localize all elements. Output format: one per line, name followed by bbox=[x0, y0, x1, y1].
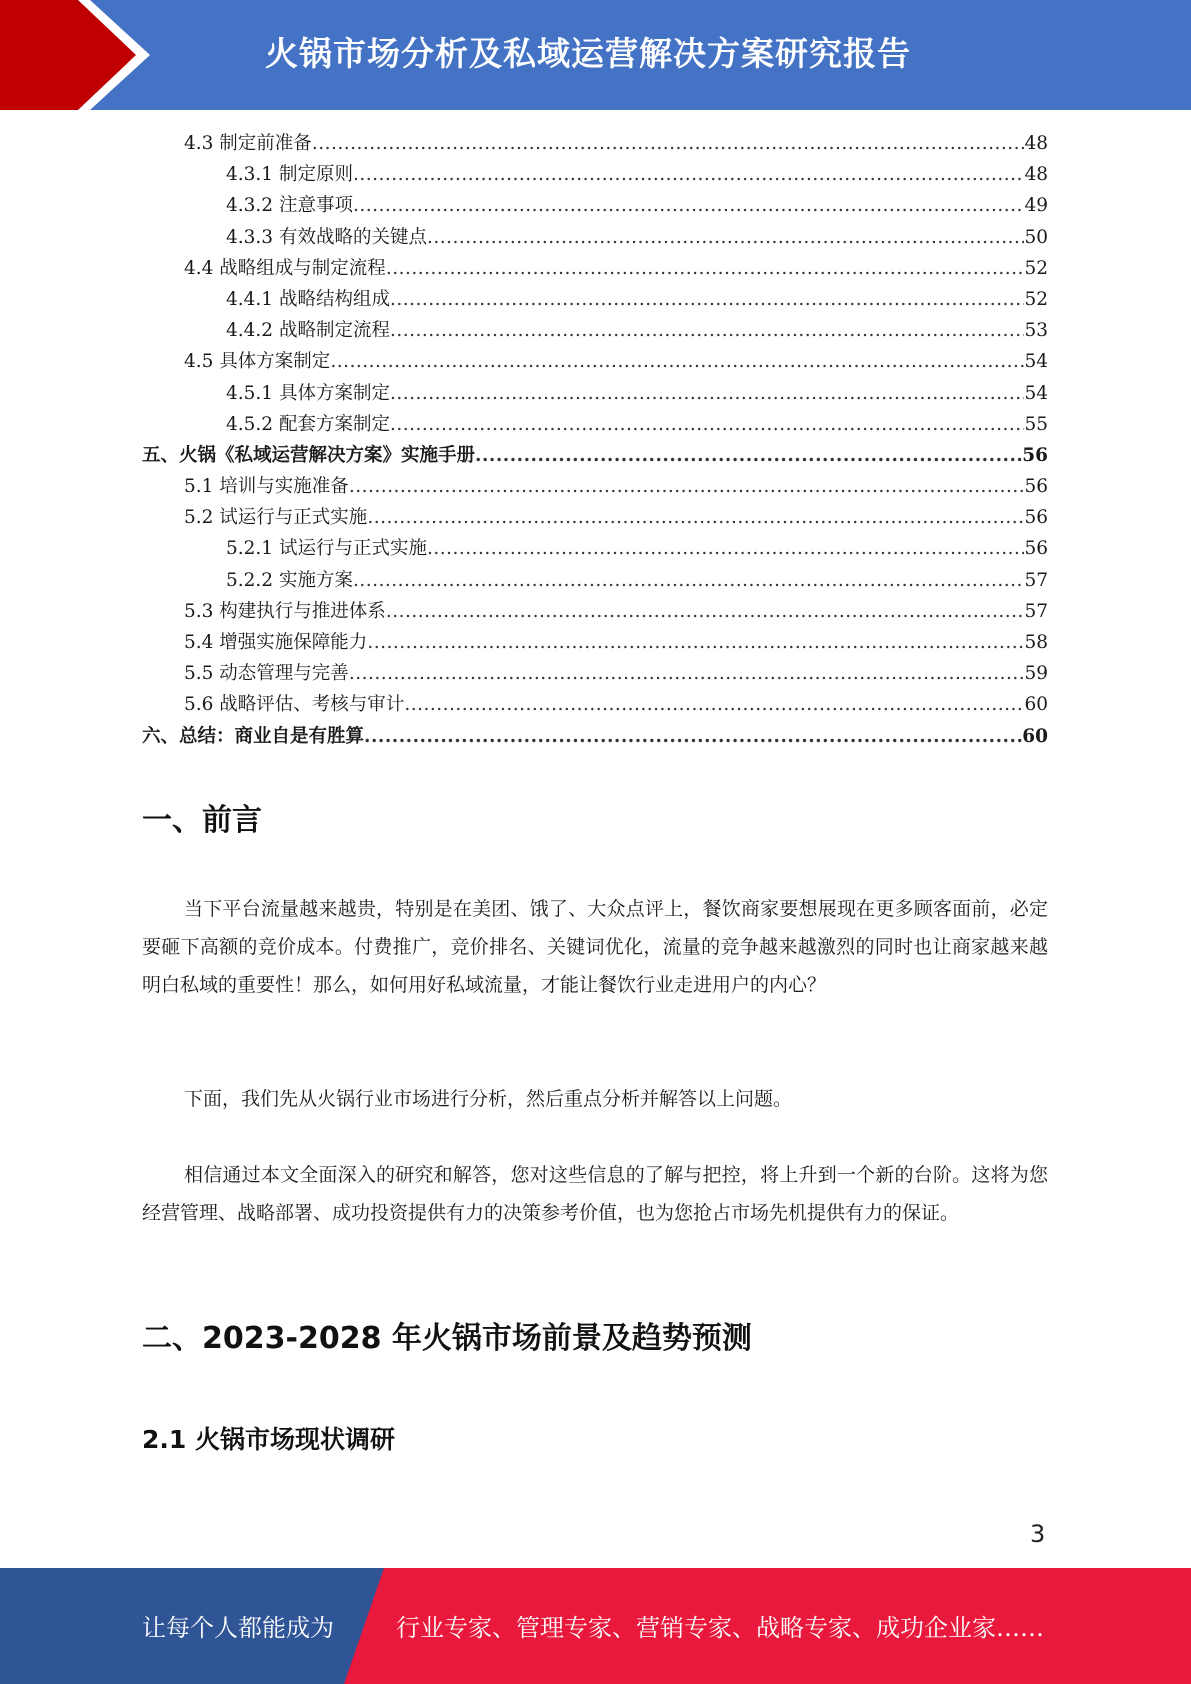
toc-dot-leader bbox=[353, 565, 1025, 596]
toc-dot-leader bbox=[353, 159, 1025, 190]
toc-dot-leader bbox=[390, 315, 1024, 346]
toc-entry-label: 4.3.3 有效战略的关键点 bbox=[226, 226, 427, 248]
toc-entry-label: 5.5 动态管理与完善 bbox=[184, 663, 349, 685]
toc-dot-leader bbox=[404, 689, 1024, 720]
toc-entry[interactable] bbox=[142, 409, 1048, 440]
toc-dot-leader bbox=[390, 409, 1024, 440]
subsection-heading-market-status: 2.1 火锅市场现状调研 bbox=[142, 1425, 395, 1454]
toc-entry-page: 55 bbox=[1024, 413, 1048, 435]
toc-entry[interactable] bbox=[142, 502, 1048, 533]
toc-entry-page: 54 bbox=[1024, 351, 1048, 373]
toc-entry-page: 57 bbox=[1024, 600, 1048, 622]
header-title: 火锅市场分析及私域运营解决方案研究报告 bbox=[265, 34, 911, 73]
toc-entry-page: 60 bbox=[1024, 694, 1048, 716]
page-footer bbox=[0, 1568, 1191, 1684]
toc-dot-leader bbox=[427, 533, 1024, 564]
toc-dot-leader bbox=[427, 222, 1024, 253]
toc-entry[interactable] bbox=[142, 159, 1048, 190]
toc-entry[interactable] bbox=[142, 128, 1048, 159]
toc-entry[interactable] bbox=[142, 222, 1048, 253]
page-number: 3 bbox=[1030, 1520, 1046, 1548]
toc-entry[interactable] bbox=[142, 471, 1048, 502]
toc-entry-page: 54 bbox=[1024, 382, 1048, 404]
toc-dot-leader bbox=[367, 627, 1024, 658]
toc-entry-label: 5.2.1 试运行与正式实施 bbox=[226, 538, 427, 560]
toc-entry-page: 56 bbox=[1024, 476, 1048, 498]
toc-entry-page: 59 bbox=[1024, 663, 1048, 685]
toc-entry[interactable] bbox=[142, 346, 1048, 377]
toc-entry-page: 60 bbox=[1022, 725, 1048, 747]
toc-dot-leader bbox=[390, 284, 1024, 315]
preface-paragraph-1: 当下平台流量越来越贵，特别是在美团、饿了、大众点评上，餐饮商家要想展现在更多顾客面前，必定要砸下高额的竞价成本。付费推广，竞价排名、关键词优化，流量的竞争越来越激烈的同时也让商家越来越明白私域的重要性！那么，如何用好私域流量，才能让餐饮行业走进用户的内心？ bbox=[142, 898, 1048, 996]
toc-dot-leader bbox=[353, 190, 1025, 221]
toc-entry-page: 56 bbox=[1024, 538, 1048, 560]
toc-entry-page: 53 bbox=[1024, 320, 1048, 342]
footer-slogan-left: 让每个人都能成为 bbox=[142, 1614, 334, 1642]
toc-entry-page: 58 bbox=[1024, 632, 1048, 653]
toc-entry-label: 5.2 试运行与正式实施 bbox=[184, 507, 368, 529]
toc-entry-label: 4.3.2 注意事项 bbox=[226, 195, 353, 217]
toc-entry-page: 57 bbox=[1024, 569, 1048, 591]
toc-entry-label: 4.5.2 配套方案制定 bbox=[226, 413, 390, 435]
toc-dot-leader bbox=[349, 471, 1025, 502]
toc-entry[interactable] bbox=[142, 284, 1048, 315]
toc-entry-label: 5.3 构建执行与推进体系 bbox=[184, 600, 386, 622]
toc-dot-leader bbox=[475, 440, 1022, 471]
toc-entry-page: 52 bbox=[1024, 257, 1048, 279]
toc-entry-page: 52 bbox=[1024, 288, 1048, 310]
toc-entry-label: 4.4.1 战略结构组成 bbox=[226, 288, 390, 310]
section-heading-market-forecast: 二、2023-2028 年火锅市场前景及趋势预测 bbox=[142, 1321, 752, 1356]
toc-entry-label: 4.4.2 战略制定流程 bbox=[226, 320, 390, 342]
toc-entry-label: 5.6 战略评估、考核与审计 bbox=[184, 694, 405, 716]
toc-dot-leader bbox=[386, 253, 1025, 284]
toc-entry[interactable] bbox=[142, 627, 1048, 658]
table-of-contents bbox=[142, 128, 1048, 752]
toc-dot-leader bbox=[364, 721, 1022, 752]
toc-entry[interactable] bbox=[142, 253, 1048, 284]
toc-dot-leader bbox=[312, 128, 1025, 159]
toc-entry-label: 4.5.1 具体方案制定 bbox=[226, 382, 390, 404]
toc-entry[interactable] bbox=[142, 190, 1048, 221]
toc-entry-page: 48 bbox=[1024, 164, 1048, 186]
header-chevron-shape bbox=[0, 0, 150, 110]
toc-entry-page: 49 bbox=[1024, 195, 1048, 217]
toc-entry[interactable] bbox=[142, 721, 1048, 752]
toc-entry[interactable] bbox=[142, 378, 1048, 409]
toc-entry[interactable] bbox=[142, 533, 1048, 564]
toc-entry[interactable] bbox=[142, 440, 1048, 471]
toc-entry[interactable] bbox=[142, 689, 1048, 720]
toc-entry[interactable] bbox=[142, 658, 1048, 689]
toc-entry-page: 56 bbox=[1024, 507, 1048, 529]
toc-entry-page: 56 bbox=[1022, 444, 1048, 466]
toc-dot-leader bbox=[330, 346, 1024, 377]
toc-entry[interactable] bbox=[142, 596, 1048, 627]
toc-entry-label: 5.2.2 实施方案 bbox=[226, 569, 353, 591]
toc-dot-leader bbox=[367, 502, 1024, 533]
toc-dot-leader bbox=[390, 378, 1024, 409]
section-heading-preface: 一、前言 bbox=[142, 803, 262, 838]
toc-entry[interactable] bbox=[142, 565, 1048, 596]
toc-entry[interactable] bbox=[142, 315, 1048, 346]
page-header bbox=[0, 0, 1191, 110]
toc-entry-label: 五、火锅《私域运营解决方案》实施手册 bbox=[142, 444, 476, 466]
footer-slogan-right: 行业专家、管理专家、营销专家、战略专家、成功企业家…… bbox=[396, 1614, 1044, 1642]
toc-entry-label: 5.4 增强实施保障能力 bbox=[184, 632, 368, 653]
toc-entry-page: 50 bbox=[1024, 226, 1048, 248]
preface-paragraph-2: 下面，我们先从火锅行业市场进行分析，然后重点分析并解答以上问题。 bbox=[184, 1088, 793, 1110]
toc-dot-leader bbox=[349, 658, 1025, 689]
toc-dot-leader bbox=[386, 596, 1025, 627]
toc-entry-page: 48 bbox=[1024, 133, 1048, 154]
toc-entry-label: 4.3.1 制定原则 bbox=[226, 164, 353, 186]
toc-entry-label: 4.3 制定前准备 bbox=[184, 133, 312, 154]
toc-entry-label: 5.1 培训与实施准备 bbox=[184, 476, 349, 498]
toc-entry-label: 4.4 战略组成与制定流程 bbox=[184, 257, 386, 279]
toc-entry-label: 六、总结：商业自是有胜算 bbox=[142, 725, 365, 747]
preface-paragraph-3: 相信通过本文全面深入的研究和解答，您对这些信息的了解与把控，将上升到一个新的台阶。这将为您经营管理、战略部署、成功投资提供有力的决策参考价值，也为您抢占市场先机提供有力的保证。 bbox=[142, 1164, 1048, 1224]
toc-entry-label: 4.5 具体方案制定 bbox=[184, 351, 331, 373]
